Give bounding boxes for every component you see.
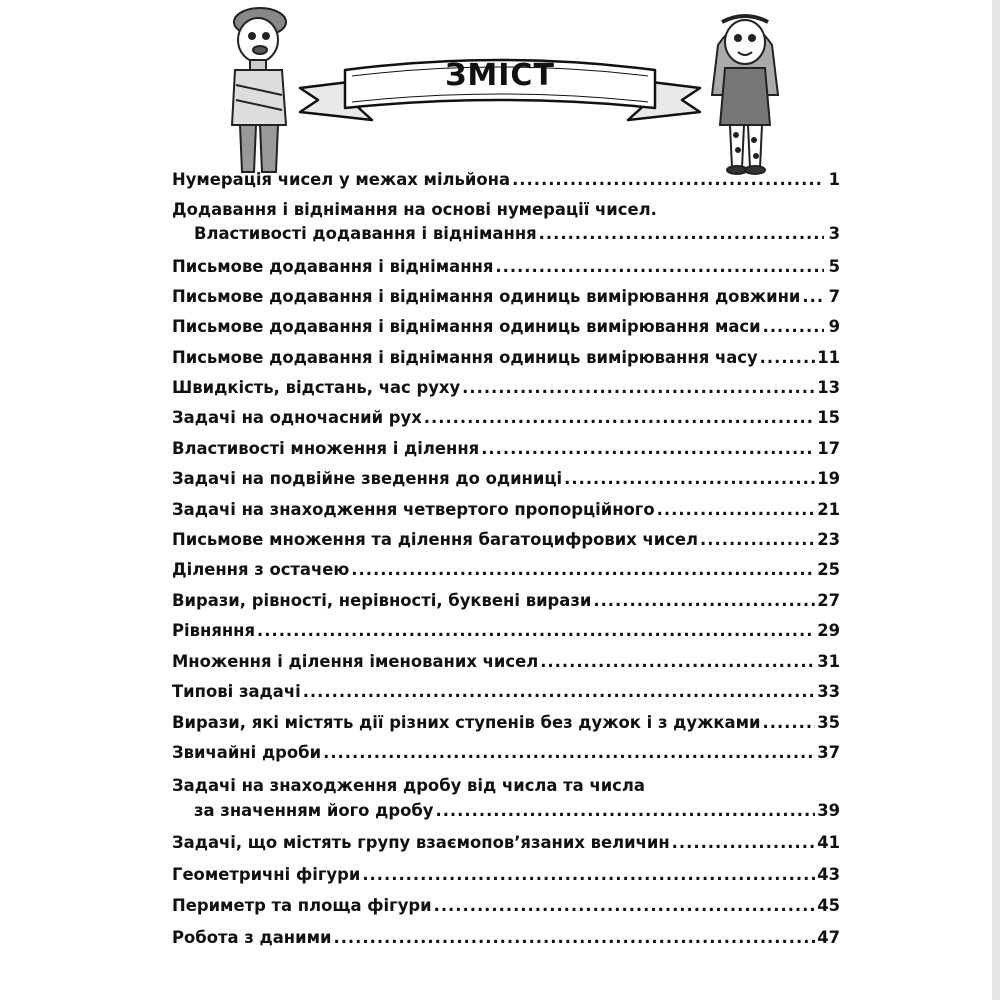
toc-entry-title: Швидкість, відстань, час руху [172, 378, 461, 397]
toc-entry-title: Вирази, рівності, нерівності, буквені вирази [172, 591, 592, 610]
toc-entry [172, 439, 840, 458]
toc-entry [172, 560, 840, 579]
leader-dots [760, 348, 816, 367]
leader-dots [540, 652, 815, 671]
toc-entry-page: 47 [817, 928, 840, 947]
toc-entry [172, 621, 840, 640]
toc-entry-page: 23 [817, 530, 840, 549]
toc-entry-title: Письмове додавання і віднімання [172, 257, 494, 276]
toc-entry [172, 317, 840, 336]
toc-entry-page: 27 [817, 591, 840, 610]
toc-entry-title-line1: Задачі на знаходження дробу від числа та числа [172, 776, 645, 795]
page-title: ЗМІСТ [445, 58, 555, 93]
toc-entry-title: Письмове додавання і віднімання одиниць вимірювання маси [172, 317, 761, 336]
toc-entry-page: 11 [817, 348, 840, 367]
toc-entry-page: 17 [817, 439, 840, 458]
leader-dots [362, 865, 815, 884]
toc-entry-title: Задачі на подвійне зведення до одиниці [172, 469, 563, 488]
toc-entry [172, 348, 840, 367]
toc-entry-page: 5 [828, 257, 840, 276]
toc-entry [172, 500, 840, 519]
toc-entry [172, 896, 840, 915]
leader-dots [763, 317, 824, 336]
toc-entry-title: Властивості множення і ділення [172, 439, 480, 458]
leader-dots [462, 378, 815, 397]
toc-entry-page: 19 [817, 469, 840, 488]
toc-entry-title: Властивості додавання і віднімання [194, 224, 537, 243]
leader-dots [539, 224, 824, 243]
boy-illustration [232, 8, 286, 172]
leader-dots [763, 713, 816, 732]
toc-entry [172, 170, 840, 189]
leader-dots [435, 801, 815, 820]
toc-entry [172, 257, 840, 276]
toc-entry-title: Письмове додавання і віднімання одиниць вимірювання часу [172, 348, 758, 367]
toc-entry [172, 928, 840, 947]
leader-dots [593, 591, 815, 610]
toc-entry [172, 713, 840, 732]
girl-illustration [712, 16, 778, 174]
leader-dots [802, 287, 824, 306]
leader-dots [333, 928, 815, 947]
toc-entry-page: 43 [817, 865, 840, 884]
toc-entry [172, 530, 840, 549]
leader-dots [434, 896, 816, 915]
toc-entry [172, 833, 840, 852]
toc-entry-page: 37 [817, 743, 840, 762]
toc-entry-page: 35 [817, 713, 840, 732]
toc-entry-page: 45 [817, 896, 840, 915]
leader-dots [495, 257, 824, 276]
toc-entry-title: Задачі на одночасний рух [172, 408, 422, 427]
leader-dots [323, 743, 815, 762]
toc-entry [172, 743, 840, 762]
toc-entry-page: 39 [817, 801, 840, 820]
toc-entry-title: Задачі, що містять групу взаємопов’язаних величин [172, 833, 670, 852]
toc-entry-title-line1: Додавання і віднімання на основі нумерації чисел. [172, 200, 657, 219]
toc-entry-page: 41 [817, 833, 840, 852]
toc-entry-title: Типові задачі [172, 682, 301, 701]
toc-entry-page: 31 [817, 652, 840, 671]
toc-entry-page: 25 [817, 560, 840, 579]
leader-dots [303, 682, 815, 701]
leader-dots [351, 560, 815, 579]
toc-entry-title: Геометричні фігури [172, 865, 361, 884]
toc-entry-page: 29 [817, 621, 840, 640]
toc-entry-title: Нумерація чисел у межах мільйона [172, 170, 511, 189]
toc-entry [172, 865, 840, 884]
toc-entry-title: Ділення з остачею [172, 560, 350, 579]
leader-dots [257, 621, 815, 640]
header [0, 0, 1000, 175]
toc-entry-title: Множення і ділення іменованих чисел [172, 652, 539, 671]
leader-dots [672, 833, 816, 852]
toc-entry [172, 378, 840, 397]
toc-entry [172, 469, 840, 488]
toc-entry-title: Письмове множення та ділення багатоцифрових чисел [172, 530, 699, 549]
toc-entry-page: 15 [817, 408, 840, 427]
toc-entry-page: 9 [828, 317, 840, 336]
toc-entry-title: Робота з даними [172, 928, 332, 947]
toc-entry-title: Задачі на знаходження четвертого пропорційного [172, 500, 655, 519]
toc-entry-title: Звичайні дроби [172, 743, 322, 762]
toc-entry [172, 652, 840, 671]
toc-entry-page: 3 [828, 224, 840, 243]
toc-entry [172, 682, 840, 701]
toc-entry [172, 591, 840, 610]
toc-entry-title: за значенням його дробу [194, 801, 434, 820]
toc-entry [172, 200, 840, 243]
toc-entry-page: 1 [828, 170, 840, 189]
toc-entry-title: Письмове додавання і віднімання одиниць вимірювання довжини [172, 287, 801, 306]
toc-entry-title: Рівняння [172, 621, 256, 640]
toc-entry [172, 776, 840, 820]
leader-dots [700, 530, 815, 549]
toc-entry-title: Вирази, які містять дії різних ступенів без дужок і з дужками [172, 713, 761, 732]
toc-entry-title: Периметр та площа фігури [172, 896, 432, 915]
toc-entry-page: 7 [828, 287, 840, 306]
leader-dots [657, 500, 816, 519]
toc-entry [172, 287, 840, 306]
leader-dots [512, 170, 824, 189]
toc-entry-page: 21 [817, 500, 840, 519]
toc-entry-page: 13 [817, 378, 840, 397]
leader-dots [481, 439, 815, 458]
leader-dots [424, 408, 815, 427]
toc-entry [172, 408, 840, 427]
leader-dots [564, 469, 815, 488]
toc-entry-page: 33 [817, 682, 840, 701]
